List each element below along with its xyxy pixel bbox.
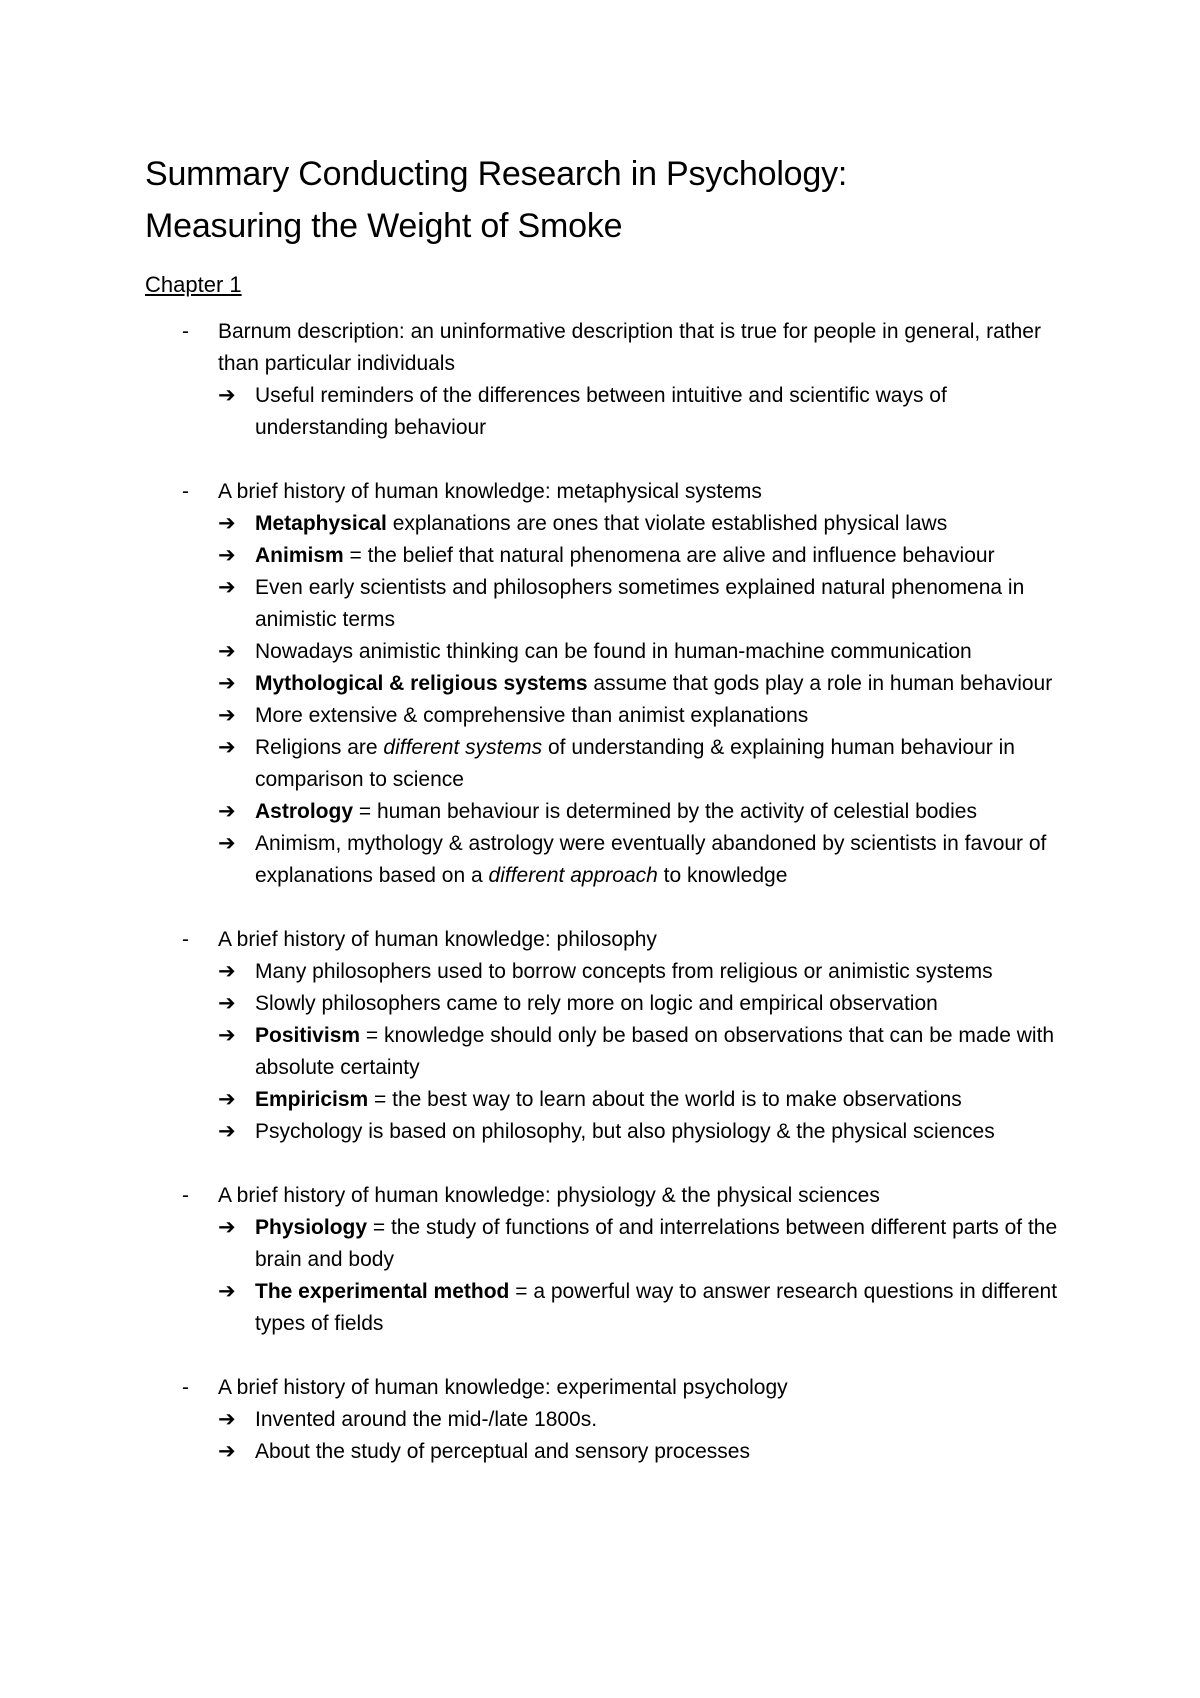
item-text-pre: Animism, mythology & astrology were eventually abandoned by scientists in favour of explanations based on a	[255, 832, 1047, 887]
dash-bullet-marker: -	[182, 320, 189, 343]
item-text: Invented around the mid-/late 1800s.	[255, 1408, 598, 1431]
right-arrow-icon	[218, 956, 248, 988]
right-arrow-icon	[218, 1116, 248, 1148]
section	[145, 924, 1075, 1148]
right-arrow-icon	[218, 988, 248, 1020]
section-heading-bullet	[145, 316, 1075, 380]
right-arrow-icon	[218, 732, 248, 764]
item-text: = the belief that natural phenomena are alive and influence behaviour	[343, 544, 995, 567]
item-text: = knowledge should only be based on observations that can be made with absolute certainty	[255, 1024, 1055, 1079]
right-arrow-icon	[218, 508, 248, 540]
chapter-heading: Chapter 1	[145, 272, 242, 297]
section-heading-text: A brief history of human knowledge: philosophy	[218, 928, 657, 951]
item-bold-term: The experimental method	[255, 1280, 510, 1303]
section	[145, 476, 1075, 892]
section-heading-text: A brief history of human knowledge: metaphysical systems	[218, 480, 762, 503]
arrow-list-item	[145, 828, 1075, 892]
arrow-list-item	[145, 1116, 1075, 1148]
arrow-list-item	[145, 956, 1075, 988]
item-text: = the study of functions of and interrelations between different parts of the brain and body	[255, 1216, 1058, 1271]
section-heading-bullet	[145, 924, 1075, 956]
arrow-list-item	[145, 1212, 1075, 1276]
item-italic-text: different systems	[383, 736, 543, 759]
item-bold-term: Physiology	[255, 1216, 368, 1239]
item-bold-term: Positivism	[255, 1024, 361, 1047]
item-text: About the study of perceptual and sensory processes	[255, 1440, 750, 1463]
section-heading-text: A brief history of human knowledge: physiology & the physical sciences	[218, 1184, 880, 1207]
right-arrow-icon	[218, 1436, 248, 1468]
item-text: = a powerful way to answer research questions in different types of fields	[255, 1280, 1058, 1335]
item-bold-term: Animism	[255, 544, 344, 567]
section-list	[145, 316, 1075, 1468]
dash-bullet-marker: -	[182, 928, 189, 951]
item-text: Even early scientists and philosophers sometimes explained natural phenomena in animistic terms	[255, 576, 1025, 631]
dash-bullet-marker: -	[182, 1376, 189, 1399]
right-arrow-icon	[218, 1084, 248, 1116]
section	[145, 1180, 1075, 1340]
item-text: More extensive & comprehensive than animist explanations	[255, 704, 809, 727]
item-text: Psychology is based on philosophy, but also physiology & the physical sciences	[255, 1120, 995, 1143]
right-arrow-icon	[218, 700, 248, 732]
right-arrow-icon	[218, 1404, 248, 1436]
arrow-list-item	[145, 1276, 1075, 1340]
arrow-list-item	[145, 572, 1075, 636]
item-text: = human behaviour is determined by the activity of celestial bodies	[353, 800, 977, 823]
item-italic-text: different approach	[488, 864, 658, 887]
section-heading-bullet	[145, 1180, 1075, 1212]
item-text: assume that gods play a role in human behaviour	[587, 672, 1053, 695]
arrow-list-item	[145, 540, 1075, 572]
item-text: = the best way to learn about the world is to make observations	[368, 1088, 962, 1111]
right-arrow-icon	[218, 540, 248, 572]
right-arrow-icon	[218, 796, 248, 828]
arrow-list-item	[145, 700, 1075, 732]
right-arrow-icon	[218, 1276, 248, 1308]
arrow-list-item	[145, 1020, 1075, 1084]
arrow-list-item	[145, 668, 1075, 700]
arrow-list-item	[145, 1084, 1075, 1116]
item-text: of understanding & explaining human behaviour in comparison to science	[255, 736, 1015, 791]
arrow-list-item	[145, 1436, 1075, 1468]
item-bold-term: Astrology	[255, 800, 354, 823]
arrow-list-item	[145, 1404, 1075, 1436]
section-heading-bullet	[145, 476, 1075, 508]
right-arrow-icon	[218, 572, 248, 604]
right-arrow-icon	[218, 1212, 248, 1244]
section	[145, 1372, 1075, 1468]
right-arrow-icon	[218, 636, 248, 668]
section-heading-text: A brief history of human knowledge: experimental psychology	[218, 1376, 788, 1399]
dash-bullet-marker: -	[182, 1184, 189, 1207]
arrow-list-item	[145, 508, 1075, 540]
item-text: explanations are ones that violate established physical laws	[386, 512, 948, 535]
item-text: Useful reminders of the differences between intuitive and scientific ways of understanding behaviour	[255, 384, 947, 439]
section-heading-text: Barnum description: an uninformative description that is true for people in general, rather than particular individuals	[218, 320, 1041, 375]
arrow-list-item	[145, 380, 1075, 444]
document-title-line-1: Summary Conducting Research in Psychology:	[145, 155, 848, 193]
arrow-list-item	[145, 636, 1075, 668]
item-bold-term: Mythological & religious systems	[255, 672, 588, 695]
document-title-line-2: Measuring the Weight of Smoke	[145, 207, 623, 245]
item-text-pre: Religions are	[255, 736, 384, 759]
document-content	[145, 148, 1075, 1500]
item-bold-term: Metaphysical	[255, 512, 387, 535]
arrow-list-item	[145, 796, 1075, 828]
arrow-list-item	[145, 732, 1075, 796]
arrow-list-item	[145, 988, 1075, 1020]
section-heading-bullet	[145, 1372, 1075, 1404]
dash-bullet-marker: -	[182, 480, 189, 503]
right-arrow-icon	[218, 1020, 248, 1052]
item-text: Many philosophers used to borrow concepts from religious or animistic systems	[255, 960, 993, 983]
section	[145, 316, 1075, 444]
right-arrow-icon	[218, 668, 248, 700]
item-text: to knowledge	[657, 864, 788, 887]
item-text: Slowly philosophers came to rely more on logic and empirical observation	[255, 992, 938, 1015]
item-text: Nowadays animistic thinking can be found in human-machine communication	[255, 640, 972, 663]
right-arrow-icon	[218, 828, 248, 860]
right-arrow-icon	[218, 380, 248, 412]
item-bold-term: Empiricism	[255, 1088, 369, 1111]
